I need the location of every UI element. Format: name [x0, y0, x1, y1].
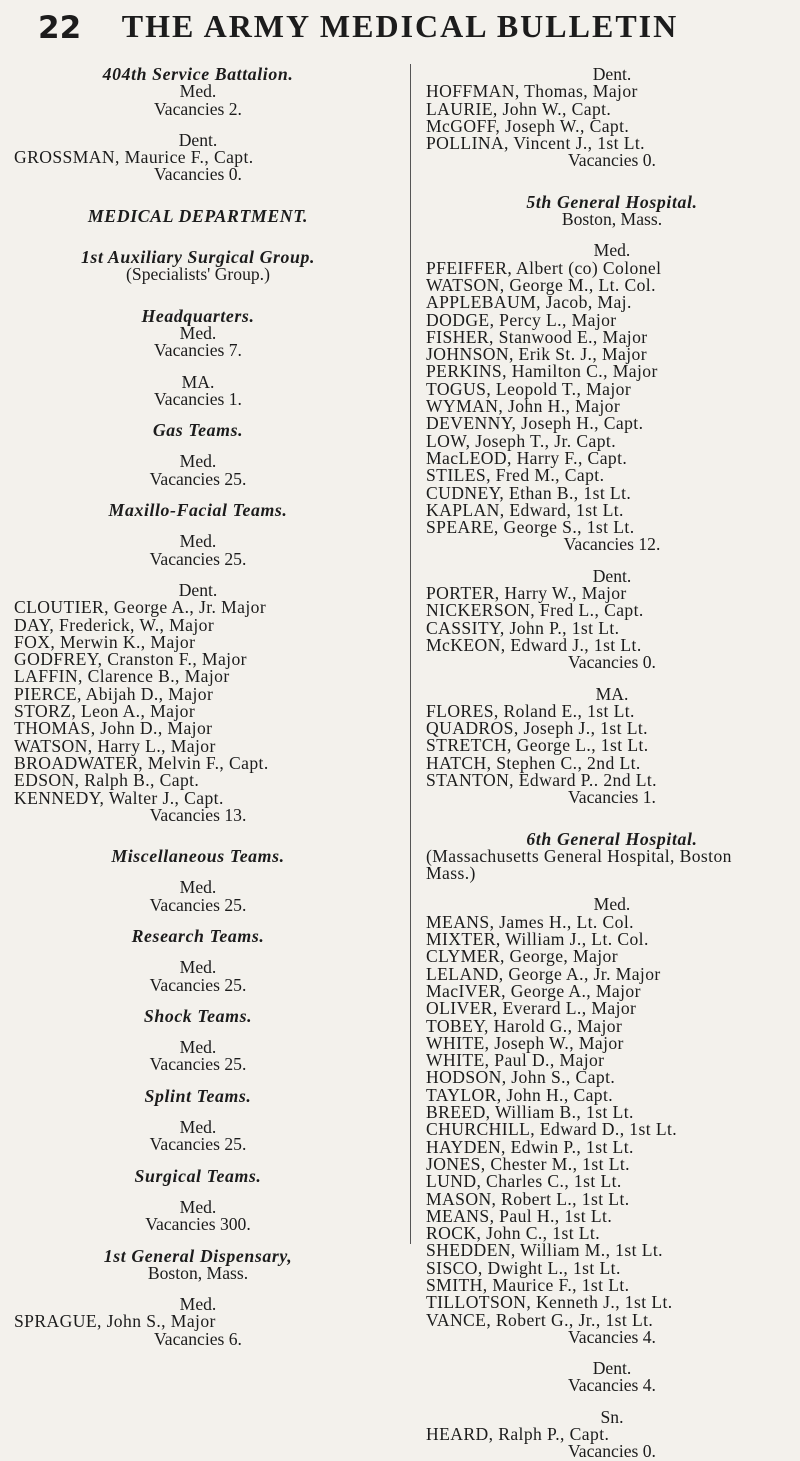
personnel-entry: OLIVER, Everard L., Major [426, 998, 637, 1019]
unit-heading: Maxillo-Facial Teams. [108, 500, 288, 521]
personnel-entry: STORZ, Leon A., Major [14, 701, 196, 722]
spacer [14, 184, 382, 208]
section-line: Vacancies 25. [149, 548, 247, 569]
section-line: Vacancies 2. [154, 98, 242, 119]
personnel-entry: LOW, Joseph T., Jr. Capt. [426, 430, 617, 451]
personnel-entry: HODSON, John S., Capt. [426, 1067, 616, 1088]
personnel-entry: THOMAS, John D., Major [14, 718, 213, 739]
personnel-entry: WATSON, Harry L., Major [14, 735, 216, 756]
column-divider [410, 64, 411, 1244]
personnel-entry: STANTON, Edward P.. 2nd Lt. [426, 769, 657, 790]
personnel-entry: FOX, Merwin K., Major [14, 631, 196, 652]
section-line: Vacancies 25. [149, 468, 247, 489]
personnel-entry: EDSON, Ralph B., Capt. [14, 770, 200, 791]
unit-heading: Splint Teams. [144, 1085, 252, 1106]
personnel-entry: TOGUS, Leopold T., Major [426, 378, 632, 399]
unit-heading: 404th Service Battalion. [102, 64, 294, 84]
personnel-entry: MacLEOD, Harry F., Capt. [426, 447, 628, 468]
section-line: Boston, Mass. [561, 209, 663, 230]
section-line: Vacancies 7. [154, 340, 242, 361]
personnel-entry: McKEON, Edward J., 1st Lt. [426, 634, 642, 655]
spacer [426, 1346, 798, 1360]
section-line: Med. [179, 957, 217, 978]
personnel-entry: HOFFMAN, Thomas, Major [426, 81, 638, 102]
personnel-entry: WYMAN, John H., Major [426, 396, 621, 417]
personnel-entry: MIXTER, William J., Lt. Col. [426, 929, 649, 950]
page-header [0, 0, 800, 60]
section-line: Med. [179, 1196, 217, 1217]
section-line: Vacancies 4. [568, 1326, 656, 1347]
personnel-entry: TOBEY, Harold G., Major [426, 1015, 623, 1036]
personnel-entry: SPRAGUE, John S., Major [14, 1311, 216, 1332]
personnel-entry: STILES, Fred M., Capt. [426, 465, 605, 486]
section-line: Vacancies 0. [568, 150, 656, 171]
personnel-entry: TILLOTSON, Kenneth J., 1st Lt. [426, 1292, 673, 1313]
personnel-entry: HAYDEN, Edwin P., 1st Lt. [426, 1136, 634, 1157]
right-column [426, 66, 798, 1461]
personnel-entry: LAFFIN, Clarence B., Major [14, 666, 230, 687]
spacer [426, 170, 798, 194]
section-line: Vacancies 0. [568, 652, 656, 673]
section-line: Vacancies 4. [568, 1375, 656, 1396]
personnel-entry: NICKERSON, Fred L., Capt. [426, 600, 644, 621]
unit-heading: Miscellaneous Teams. [111, 846, 285, 867]
personnel-entry: DAY, Frederick, W., Major [14, 614, 215, 635]
unit-heading: Gas Teams. [152, 420, 244, 441]
personnel-entry: GROSSMAN, Maurice F., Capt. [14, 147, 254, 168]
section-line: Vacancies 1. [154, 388, 242, 409]
personnel-entry: CLOUTIER, George A., Jr. Major [14, 597, 267, 618]
personnel-entry: SPEARE, George S., 1st Lt. [426, 517, 635, 538]
unit-heading: Headquarters. [141, 305, 255, 326]
spacer [14, 284, 382, 308]
personnel-entry: MEANS, Paul H., 1st Lt. [426, 1205, 613, 1226]
unit-heading: 5th General Hospital. [526, 191, 698, 212]
section-line: Dent. [178, 129, 218, 150]
section-line: Dent. [592, 1358, 632, 1379]
personnel-entry: CLYMER, George, Major [426, 946, 618, 967]
section-line: Vacancies 0. [568, 1441, 656, 1461]
unit-heading: Shock Teams. [143, 1005, 253, 1026]
personnel-entry: KENNEDY, Walter J., Capt. [14, 787, 224, 808]
journal-title: THE ARMY MEDICAL BULLETIN [121, 8, 679, 44]
personnel-entry: HATCH, Stephen C., 2nd Lt. [426, 752, 641, 773]
section-line: Med. [593, 240, 631, 261]
personnel-entry: ROCK, John C., 1st Lt. [426, 1223, 601, 1244]
section-line: Med. [179, 81, 217, 102]
personnel-entry: VANCE, Robert G., Jr., 1st Lt. [426, 1309, 654, 1330]
section-line: Med. [179, 1117, 217, 1138]
section-line: MA. [181, 371, 215, 392]
personnel-entry: CHURCHILL, Edward D., 1st Lt. [426, 1119, 678, 1140]
personnel-entry: SHEDDEN, William M., 1st Lt. [426, 1240, 663, 1261]
personnel-entry: PORTER, Harry W., Major [426, 583, 627, 604]
personnel-entry: (Massachusetts General Hospital, Boston [426, 845, 732, 866]
personnel-entry: DODGE, Percy L., Major [426, 309, 617, 330]
personnel-entry: Mass.) [426, 863, 476, 884]
section-line: Vacancies 25. [149, 1134, 247, 1155]
personnel-entry: PFEIFFER, Albert (co) Colonel [426, 257, 662, 278]
unit-heading: 1st Auxiliary Surgical Group. [80, 247, 316, 268]
section-line: Med. [179, 451, 217, 472]
section-line: Sn. [600, 1406, 624, 1427]
personnel-entry: McGOFF, Joseph W., Capt. [426, 115, 630, 136]
personnel-entry: CUDNEY, Ethan B., 1st Lt. [426, 482, 632, 503]
personnel-entry: MacIVER, George A., Major [426, 980, 641, 1001]
left-column [14, 66, 382, 1348]
personnel-entry: CASSITY, John P., 1st Lt. [426, 617, 620, 638]
personnel-entry: FLORES, Roland E., 1st Lt. [426, 700, 635, 721]
personnel-entry: MEANS, James H., Lt. Col. [426, 911, 634, 932]
personnel-entry: POLLINA, Vincent J., 1st Lt. [426, 133, 645, 154]
section-line: Vacancies 13. [149, 804, 247, 825]
unit-heading: 6th General Hospital. [526, 828, 698, 849]
personnel-entry: JOHNSON, Erik St. J., Major [426, 344, 647, 365]
personnel-entry: BROADWATER, Melvin F., Capt. [14, 752, 269, 773]
section-line: Vacancies 12. [563, 534, 661, 555]
section-line: Med. [179, 322, 217, 343]
personnel-entry: WHITE, Joseph W., Major [426, 1032, 624, 1053]
section-line: Vacancies 25. [149, 1054, 247, 1075]
section-line: (Specialists' Group.) [126, 264, 270, 285]
personnel-entry: FISHER, Stanwood E., Major [426, 326, 648, 347]
unit-heading: MEDICAL DEPARTMENT. [87, 205, 309, 226]
personnel-entry: BREED, William B., 1st Lt. [426, 1102, 634, 1123]
spacer [426, 1395, 798, 1409]
section-line: Med. [179, 877, 217, 898]
unit-heading: Surgical Teams. [134, 1165, 262, 1186]
section-line: Med. [179, 531, 217, 552]
personnel-entry: TAYLOR, John H., Capt. [426, 1084, 614, 1105]
personnel-entry: PERKINS, Hamilton C., Major [426, 361, 658, 382]
section-line: Vacancies 0. [154, 164, 242, 185]
personnel-entry: MASON, Robert L., 1st Lt. [426, 1188, 630, 1209]
section-line: Vacancies 25. [149, 894, 247, 915]
unit-heading: 1st General Dispensary, [103, 1245, 293, 1266]
section-line: Med. [593, 894, 631, 915]
personnel-entry: QUADROS, Joseph J., 1st Lt. [426, 718, 648, 739]
personnel-entry: LAURIE, John W., Capt. [426, 98, 612, 119]
section-line: Vacancies 300. [145, 1214, 251, 1235]
personnel-entry: GODFREY, Cranston F., Major [14, 649, 247, 670]
section-line: MA. [595, 683, 629, 704]
section-line: Dent. [592, 565, 632, 586]
section-line: Vacancies 1. [568, 787, 656, 808]
spacer [14, 1282, 382, 1296]
personnel-entry: WHITE, Paul D., Major [426, 1050, 605, 1071]
personnel-entry: PIERCE, Abijah D., Major [14, 683, 214, 704]
section-line: Med. [179, 1294, 217, 1315]
personnel-entry: LELAND, George A., Jr. Major [426, 963, 661, 984]
section-line: Dent. [178, 579, 218, 600]
section-line: Boston, Mass. [147, 1262, 249, 1283]
section-line: Vacancies 25. [149, 974, 247, 995]
section-line: Dent. [592, 64, 632, 84]
page-number: 22 [38, 10, 82, 46]
personnel-entry: LUND, Charles C., 1st Lt. [426, 1171, 622, 1192]
personnel-entry: APPLEBAUM, Jacob, Maj. [426, 292, 632, 313]
personnel-entry: KAPLAN, Edward, 1st Lt. [426, 499, 624, 520]
section-line: Med. [179, 1037, 217, 1058]
personnel-entry: HEARD, Ralph P., Capt. [426, 1424, 610, 1445]
section-line: Vacancies 6. [154, 1328, 242, 1349]
personnel-entry: DEVENNY, Joseph H., Capt. [426, 413, 644, 434]
unit-heading: Research Teams. [131, 925, 265, 946]
spacer [14, 225, 382, 249]
spacer [426, 807, 798, 831]
personnel-entry: STRETCH, George L., 1st Lt. [426, 735, 649, 756]
personnel-entry: JONES, Chester M., 1st Lt. [426, 1153, 630, 1174]
personnel-entry: WATSON, George M., Lt. Col. [426, 274, 656, 295]
personnel-entry: SMITH, Maurice F., 1st Lt. [426, 1275, 630, 1295]
spacer [14, 824, 382, 848]
personnel-entry: SISCO, Dwight L., 1st Lt. [426, 1257, 621, 1278]
